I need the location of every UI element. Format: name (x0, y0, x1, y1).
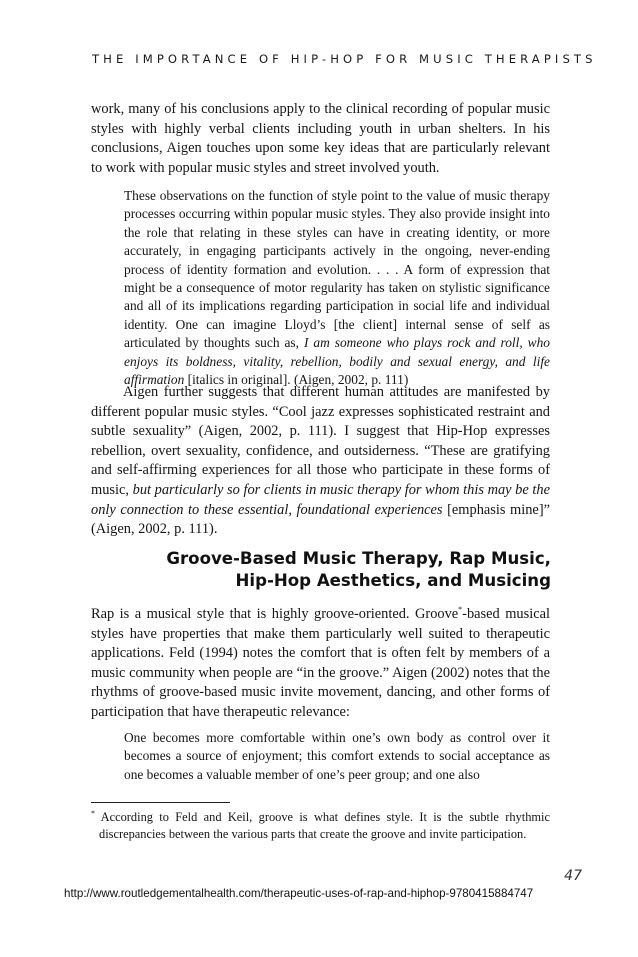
quote-italic-text: I am someone who plays rock and roll, who enjoys its boldness, vitality, rebellion, bodily and sexual energy, and life affirmation (124, 335, 550, 388)
emphasis-text: but particularly so for clients in music therapy for whom this may be the only connection to these essential, foundational experiences (91, 481, 550, 518)
section-heading (150, 548, 551, 592)
paragraph-text: Aigen further suggests that different human attitudes are manifested by different popular music styles. “Cool jazz expresses sophisticated restraint and subtle sexuality” (Aigen, 2002, p. 111). I suggest that Hip-Hop expresses rebellion, overt sexuality, confidence, and outsiderness. “These are gratifying and self-affirming experiences for all those who participate in these forms of music, (91, 384, 550, 498)
footnote-marker: * (91, 808, 95, 818)
paragraph-text-continued: -based musical styles have properties that make them particularly well suited to therapeutic applications. Feld (1994) notes the comfort that is often felt by members of a music community when people are “in the groove.” Aigen (2002) notes that the rhythms of groove-based music invite movement, dancing, and other forms of participation that have therapeutic relevance: (91, 606, 550, 720)
quote-citation: [italics in original]. (Aigen, 2002, p. 111) (187, 372, 409, 388)
footnote (91, 809, 550, 844)
paragraph-groove (91, 605, 550, 723)
running-head: THE IMPORTANCE OF HIP-HOP FOR MUSIC THERAPISTS (92, 52, 597, 66)
footnote-marker: * (458, 605, 463, 615)
block-quote-comfort: One becomes more comfortable within one’s own body as control over it becomes a source of enjoyment; this comfort extends to social acceptance as one becomes a valuable member of one’s peer group; and one also (124, 730, 550, 782)
footnote-divider (91, 802, 230, 803)
paragraph-aigen-further (91, 383, 550, 540)
paragraph-citation: [emphasis mine]” (Aigen, 2002, p. 111). (91, 501, 551, 538)
page-number: 47 (564, 868, 582, 884)
heading-line-1: Groove-Based Music Therapy, Rap Music, (166, 549, 551, 568)
block-quote-aigen (124, 187, 550, 389)
footnote-text: According to Feld and Keil, groove is what defines style. It is the subtle rhythmic discrepancies between the various parts that create the groove and invite participation. (99, 810, 550, 842)
paragraph-text: Rap is a musical style that is highly groove-oriented. Groove (91, 606, 459, 622)
source-url-link[interactable]: http://www.routledgementalhealth.com/therapeutic-uses-of-rap-and-hiphop-9780415884747 (64, 887, 534, 900)
quote-text: These observations on the function of style point to the value of music therapy processes occurring within popular music styles. They also provide insight into the role that relating in these styles can have in creating identity, or more accurately, in engaging participants actively in the ongoing, never-ending process of identity formation and evolution. . . . A form of expression that might be a consequence of motor regularity has taken on stylistic significance and all of its implications regarding participation in social life and individual identity. One can imagine Lloyd’s [the client] internal sense of self as articulated by thoughts such as, (124, 188, 550, 351)
paragraph-intro: work, many of his conclusions apply to the clinical recording of popular music styles with highly verbal clients including youth in urban shelters. In his conclusions, Aigen touches upon some key ideas that are particularly relevant to work with popular music styles and street involved youth. (91, 101, 550, 176)
heading-line-2: Hip-Hop Aesthetics, and Musicing (235, 571, 551, 590)
